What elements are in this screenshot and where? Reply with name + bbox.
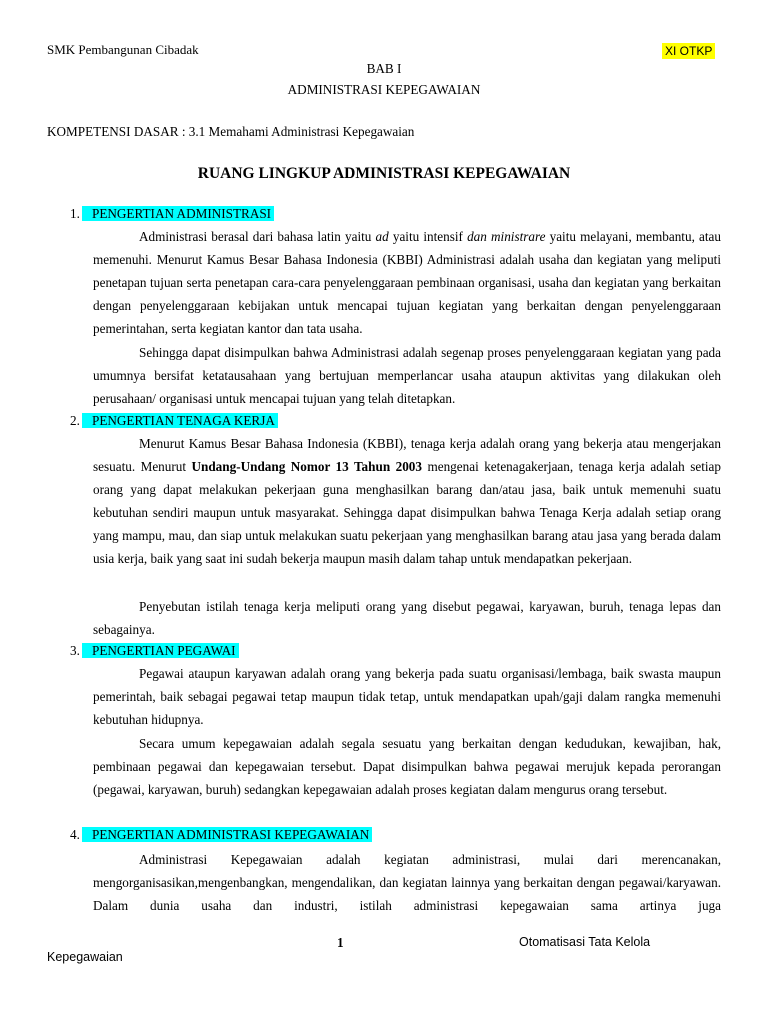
section-heading-3 bbox=[70, 642, 239, 660]
main-title: RUANG LINGKUP ADMINISTRASI KEPEGAWAIAN bbox=[197, 165, 571, 182]
section-heading-1 bbox=[70, 205, 274, 223]
school-name: SMK Pembangunan Cibadak bbox=[47, 42, 199, 57]
section-number: 3. bbox=[70, 643, 80, 658]
section-heading-4 bbox=[70, 826, 372, 844]
footer-course-part1: Otomatisasi Tata Kelola bbox=[519, 935, 651, 949]
section-title: PENGERTIAN ADMINISTRASI KEPEGAWAIAN bbox=[82, 827, 372, 842]
class-badge bbox=[662, 43, 715, 59]
paragraph-tenaga-kerja-1: Menurut Kamus Besar Bahasa Indonesia (KBBI), tenaga kerja adalah orang yang bekerja atau mengerjakan sesuatu. Menurut Undang-Undang Nomor 13 Tahun 2003 mengenai ketenagakerjaan, tenaga kerja adalah setiap orang yang dapat melakukan pekerjaan guna menghasilkan barang dan/atau jasa, baik untuk memenuhi suatu kebutuhan sendiri maupun untuk masyarakat. Sehingga dapat disimpulkan bahwa Tenaga Kerja adalah setiap orang yang mampu, mau, dan siap untuk melakukan suatu pekerjaan yang menghasilkan barang atau jasa yang berada dalam usia kerja, baik yang saat ini sudah bekerja maupun masih dalam tahap untuk mendapatkan pekerjaan. bbox=[93, 436, 721, 566]
section-number: 1. bbox=[70, 206, 80, 221]
paragraph-pegawai-2: Secara umum kepegawaian adalah segala sesuatu yang berkaitan dengan kedudukan, kewajiban, hak, pembinaan pegawai dan kepegawaian tersebut. Dapat disimpulkan bahwa pegawai merujuk kepada perorangan (pegawai, karyawan, buruh) sedangkan kepegawaian adalah proses kegiatan dalam mengurus orang tersebut. bbox=[93, 736, 721, 797]
section-title: PENGERTIAN TENAGA KERJA bbox=[82, 413, 278, 428]
chapter-number: BAB I bbox=[366, 61, 402, 76]
section-title: PENGERTIAN PEGAWAI bbox=[82, 643, 239, 658]
section-number: 4. bbox=[70, 827, 80, 842]
section-title: PENGERTIAN ADMINISTRASI bbox=[82, 206, 274, 221]
paragraph-tenaga-kerja-2: Penyebutan istilah tenaga kerja meliputi orang yang disebut pegawai, karyawan, buruh, tenaga lepas dan sebagainya. bbox=[93, 599, 721, 637]
paragraph-adm-kepegawaian-1: Administrasi Kepegawaian adalah kegiatan administrasi, mulai dari merencanakan, mengorganisasikan,mengenbangkan, mengendalikan, dan kegiatan lainnya yang berkaitan dengan pegawai/karyawan. Dalam dunia usaha dan industri, istilah administrasi kepegawaian sama artinya juga bbox=[93, 852, 721, 913]
section-number: 2. bbox=[70, 413, 80, 428]
competency-line: KOMPETENSI DASAR : 3.1 Memahami Administrasi Kepegawaian bbox=[47, 124, 415, 139]
paragraph-pegawai-1: Pegawai ataupun karyawan adalah orang yang bekerja pada suatu organisasi/lembaga, baik swasta maupun pemerintah, baik sebagai pegawai tetap maupun tidak tetap, untuk mendapatkan upah/gaji dalam rangka memenuhi kebutuhan hidupnya. bbox=[93, 666, 721, 727]
class-badge-label: XI OTKP bbox=[662, 43, 715, 59]
paragraph-administrasi-1: Administrasi berasal dari bahasa latin yaitu ad yaitu intensif dan ministrare yaitu melayani, membantu, atau memenuhi. Menurut Kamus Besar Bahasa Indonesia (KBBI) Administrasi adalah usaha dan kegiatan yang meliputi penetapan tujuan serta penetapan cara-cara penyelenggaraan pembinaan organisasi, usaha dan kegiatan yang berkaitan dengan penyelenggaraan kebijakan untuk mencapai tujuan kegiatan yang berkaitan dengan penyelenggaraan pemerintahan, serta kegiatan kantor dan tata usaha. bbox=[93, 229, 721, 336]
page-number: 1 bbox=[337, 935, 344, 950]
footer-course-part2: Kepegawaian bbox=[47, 950, 123, 964]
chapter-title: ADMINISTRASI KEPEGAWAIAN bbox=[287, 82, 481, 97]
section-heading-2 bbox=[70, 412, 278, 430]
paragraph-administrasi-2: Sehingga dapat disimpulkan bahwa Administrasi adalah segenap proses penyelenggaraan kegiatan yang pada umumnya bersifat ketatausahaan yang bertujuan memperlancar usaha ataupun aktivitas yang dilakukan oleh perusahaan/ organisasi untuk mencapai tujuan yang telah ditetapkan. bbox=[93, 345, 721, 406]
